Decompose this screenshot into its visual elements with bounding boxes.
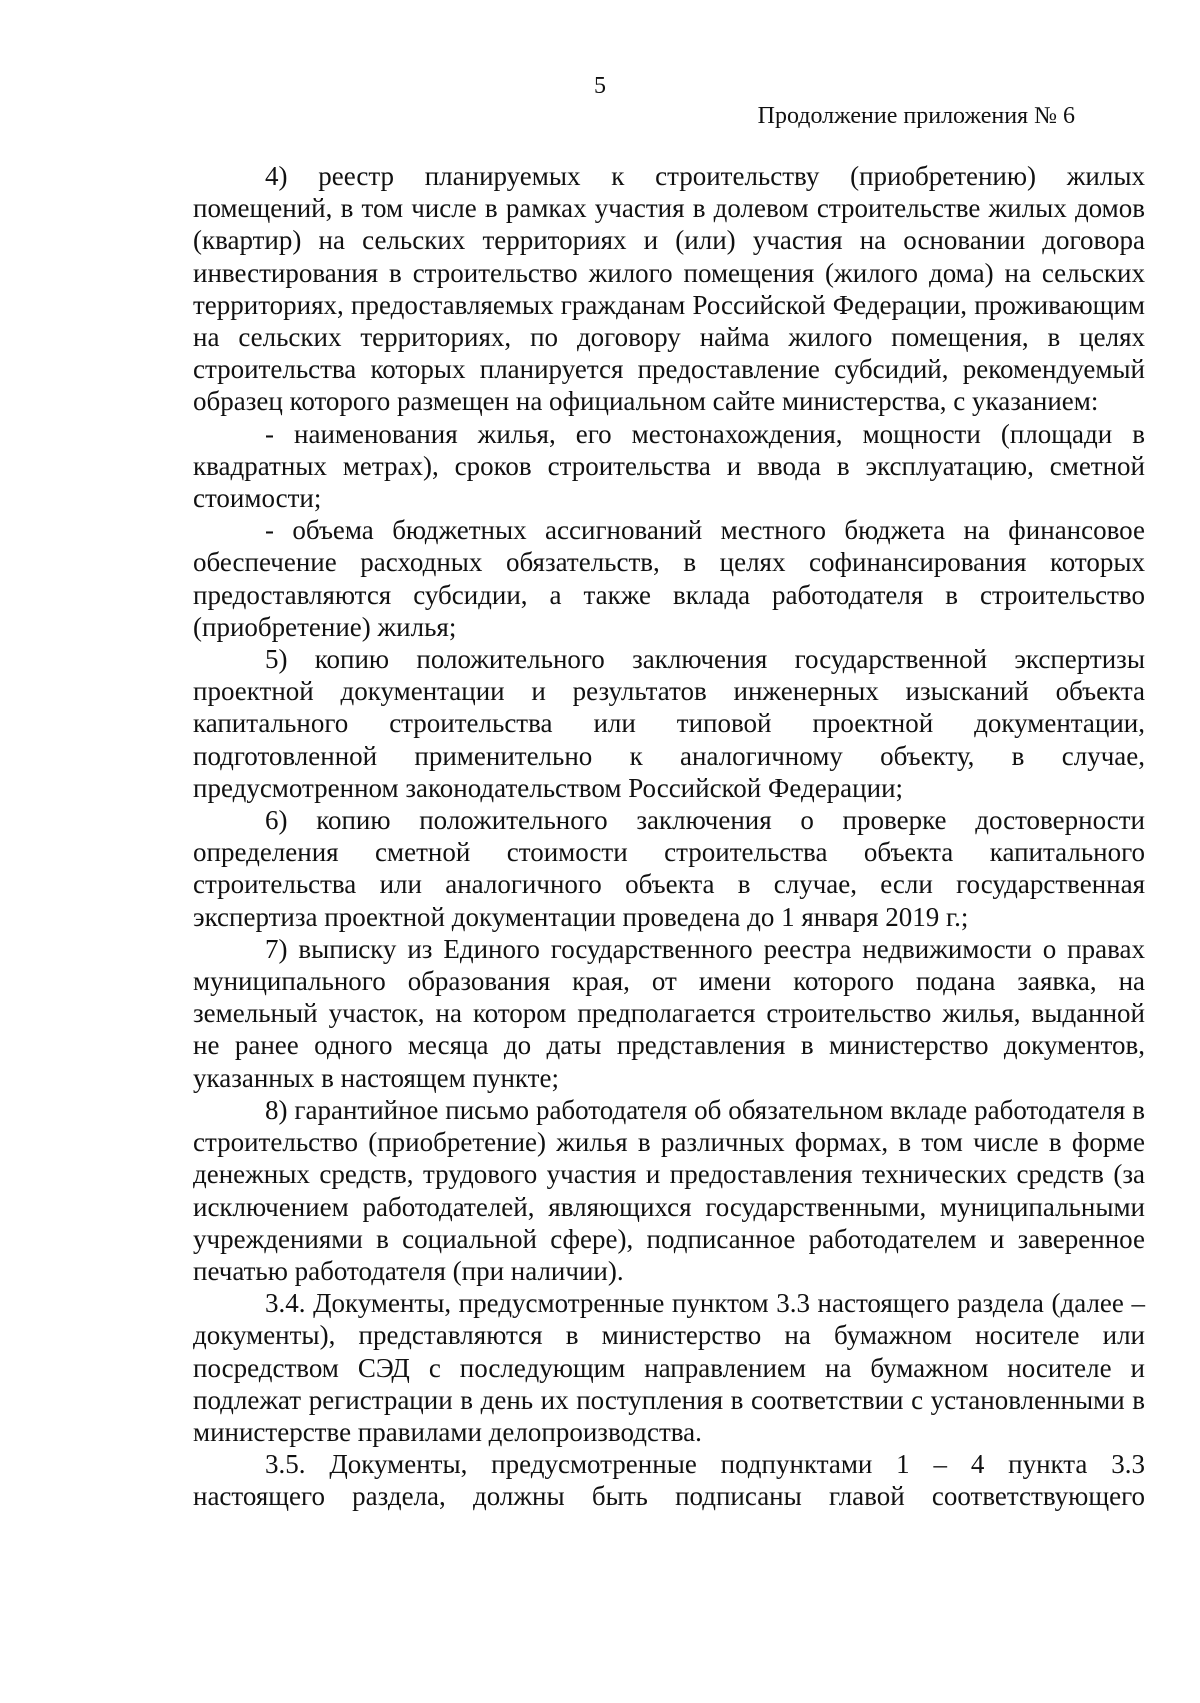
page-number: 5 bbox=[594, 73, 606, 99]
paragraph-item-5-expertise: 5) копию положительного заключения государственной экспертизы проектной документации и результатов инженерных изысканий объекта капитального строительства или типовой проектной документации, подготовленной применительно к аналогичному объекту, в случае, предусмотренном законодательством Российской Федерации; bbox=[193, 644, 1145, 803]
paragraph-item-7-registry-extract: 7) выписку из Единого государственного реестра недвижимости о правах муниципального образования края, от имени которого подана заявка, на земельный участок, на котором предполагается строительство жилья, выданной не ранее одного месяца до даты представления в министерство документов, указанных в настоящем пункте; bbox=[193, 933, 1145, 1093]
paragraph-item-4-registry: 4) реестр планируемых к строительству (приобретению) жилых помещений, в том числе в рамках участия в долевом строительстве жилых домов (квартир) на сельских территориях и (или) участия на основании договора инвестирования в строительство жилого помещения (жилого дома) на сельских территориях, предоставляемых гражданам Российской Федерации, проживающим на сельских территориях, по договору найма жилого помещения, в целях строительства которых планируется предоставление субсидий, рекомендуемый образец которого размещен на официальном сайте министерства, с указанием: bbox=[193, 161, 1145, 417]
paragraph-dash-budget-volume: - объема бюджетных ассигнований местного бюджета на финансовое обеспечение расходных обязательств, в целях софинансирования которых предоставляются субсидии, а также вклада работодателя в строительство (приобретение) жилья; bbox=[193, 515, 1145, 642]
appendix-continuation-note: Продолжение приложения № 6 bbox=[757, 103, 1075, 129]
paragraph-clause-3-4: 3.4. Документы, предусмотренные пунктом 3.3 настоящего раздела (далее – документы), представляются в министерство на бумажном носителе или посредством СЭД с последующим направлением на бумажном носителе и подлежат регистрации в день их поступления в соответствии с установленными в министерстве правилами делопроизводства. bbox=[193, 1288, 1145, 1447]
paragraph-dash-housing-name: - наименования жилья, его местонахождения, мощности (площади в квадратных метрах), сроков строительства и ввода в эксплуатацию, сметной стоимости; bbox=[193, 418, 1145, 514]
document-body bbox=[193, 160, 1145, 1513]
paragraph-item-8-guarantee-letter: 8) гарантийное письмо работодателя об обязательном вкладе работодателя в строительство (приобретение) жилья в различных формах, в том числе в форме денежных средств, трудового участия и предоставления технических средств (за исключением работодателей, являющихся государственными, муниципальными учреждениями в социальной сфере), подписанное работодателем и заверенное печатью работодателя (при наличии). bbox=[193, 1094, 1145, 1286]
paragraph-item-6-cost-verification: 6) копию положительного заключения о проверке достоверности определения сметной стоимости строительства объекта капитального строительства или аналогичного объекта в случае, если государственная экспертиза проектной документации проведена до 1 января 2019 г.; bbox=[193, 805, 1145, 932]
paragraph-clause-3-5: 3.5. Документы, предусмотренные подпунктами 1 – 4 пункта 3.3 настоящего раздела, должны быть подписаны главой соответствующего bbox=[193, 1449, 1145, 1512]
